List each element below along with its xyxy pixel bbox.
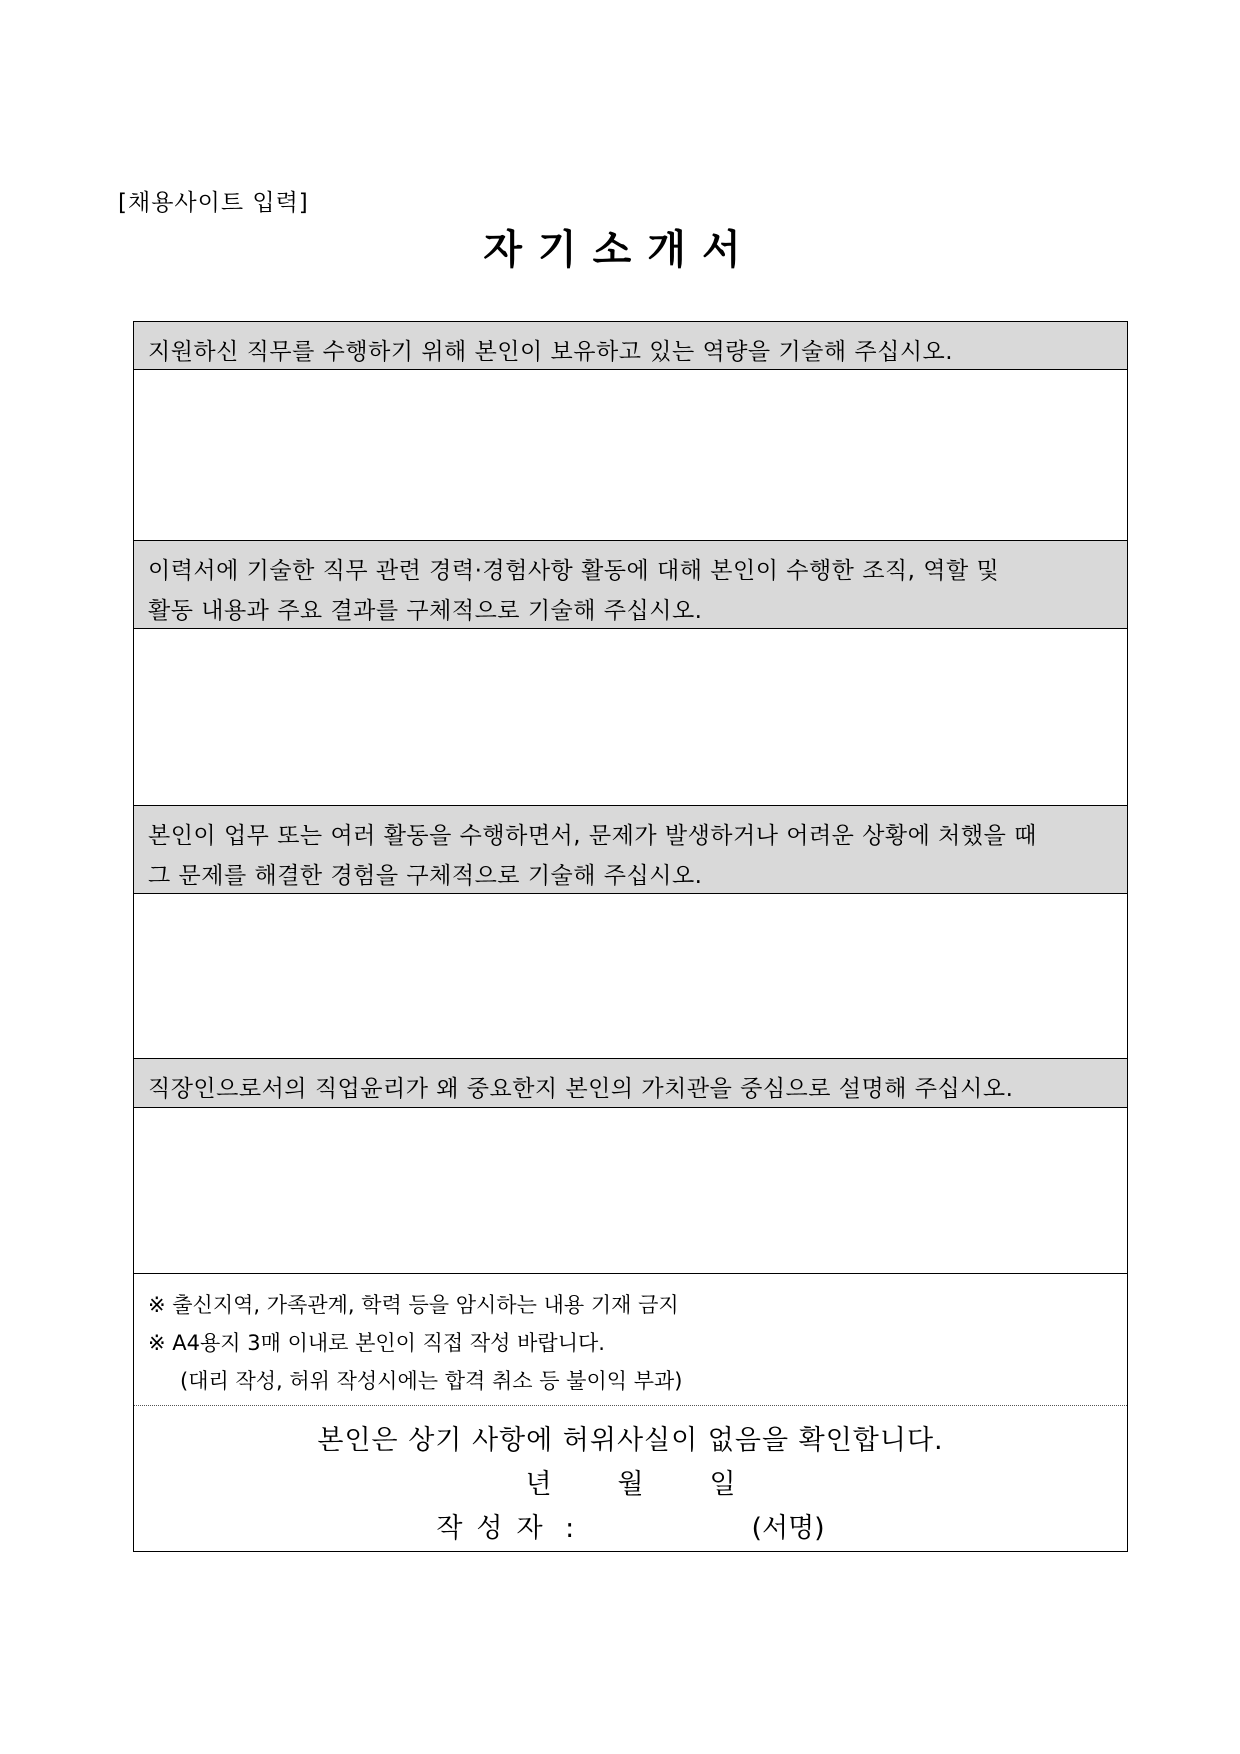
year-label: 년 bbox=[525, 1469, 552, 1500]
doc-tag: [채용사이트 입력] bbox=[118, 190, 309, 216]
note-1: ※ 출신지역, 가족관계, 학력 등을 암시하는 내용 기재 금지 bbox=[148, 1293, 679, 1317]
confirmation-section bbox=[134, 1406, 1127, 1551]
question-4 bbox=[134, 1059, 1127, 1108]
self-intro-form bbox=[133, 321, 1128, 1552]
notes-section bbox=[134, 1274, 1127, 1406]
question-2 bbox=[134, 541, 1127, 629]
question-2-line-1: 이력서에 기술한 직무 관련 경력·경험사항 활동에 대해 본인이 수행한 조직, 역할 및 bbox=[148, 558, 1000, 584]
question-2-line-2: 활동 내용과 주요 결과를 구체적으로 기술해 주십시오. bbox=[148, 598, 703, 624]
question-3 bbox=[134, 806, 1127, 894]
question-4-line-1: 직장인으로서의 직업윤리가 왜 중요한지 본인의 가치관을 중심으로 설명해 주십시오. bbox=[148, 1076, 1014, 1102]
page-title: 자기소개서 bbox=[483, 227, 757, 273]
question-3-line-2: 그 문제를 해결한 경험을 구체적으로 기술해 주십시오. bbox=[148, 863, 703, 889]
date-row bbox=[134, 1462, 1127, 1501]
note-2: ※ A4용지 3매 이내로 본인이 직접 작성 바랍니다. bbox=[148, 1331, 605, 1355]
question-3-line-1: 본인이 업무 또는 여러 활동을 수행하면서, 문제가 발생하거나 어려운 상황에 처했을 때 bbox=[148, 823, 1037, 849]
month-label: 월 bbox=[617, 1469, 644, 1500]
answer-2-field[interactable] bbox=[134, 629, 1127, 806]
answer-1-field[interactable] bbox=[134, 370, 1127, 541]
signature-label: (서명) bbox=[751, 1513, 825, 1544]
answer-4-field[interactable] bbox=[134, 1108, 1127, 1274]
confirm-statement: 본인은 상기 사항에 허위사실이 없음을 확인합니다. bbox=[317, 1425, 944, 1456]
writer-label: 작성자 bbox=[436, 1513, 557, 1544]
note-3: (대리 작성, 허위 작성시에는 합격 취소 등 불이익 부과) bbox=[180, 1369, 683, 1393]
day-label: 일 bbox=[709, 1469, 736, 1500]
question-1 bbox=[134, 322, 1127, 370]
answer-3-field[interactable] bbox=[134, 894, 1127, 1059]
question-1-line-1: 지원하신 직무를 수행하기 위해 본인이 보유하고 있는 역량을 기술해 주십시오. bbox=[148, 339, 954, 365]
writer-colon: : bbox=[565, 1513, 575, 1544]
writer-row bbox=[134, 1506, 1127, 1545]
